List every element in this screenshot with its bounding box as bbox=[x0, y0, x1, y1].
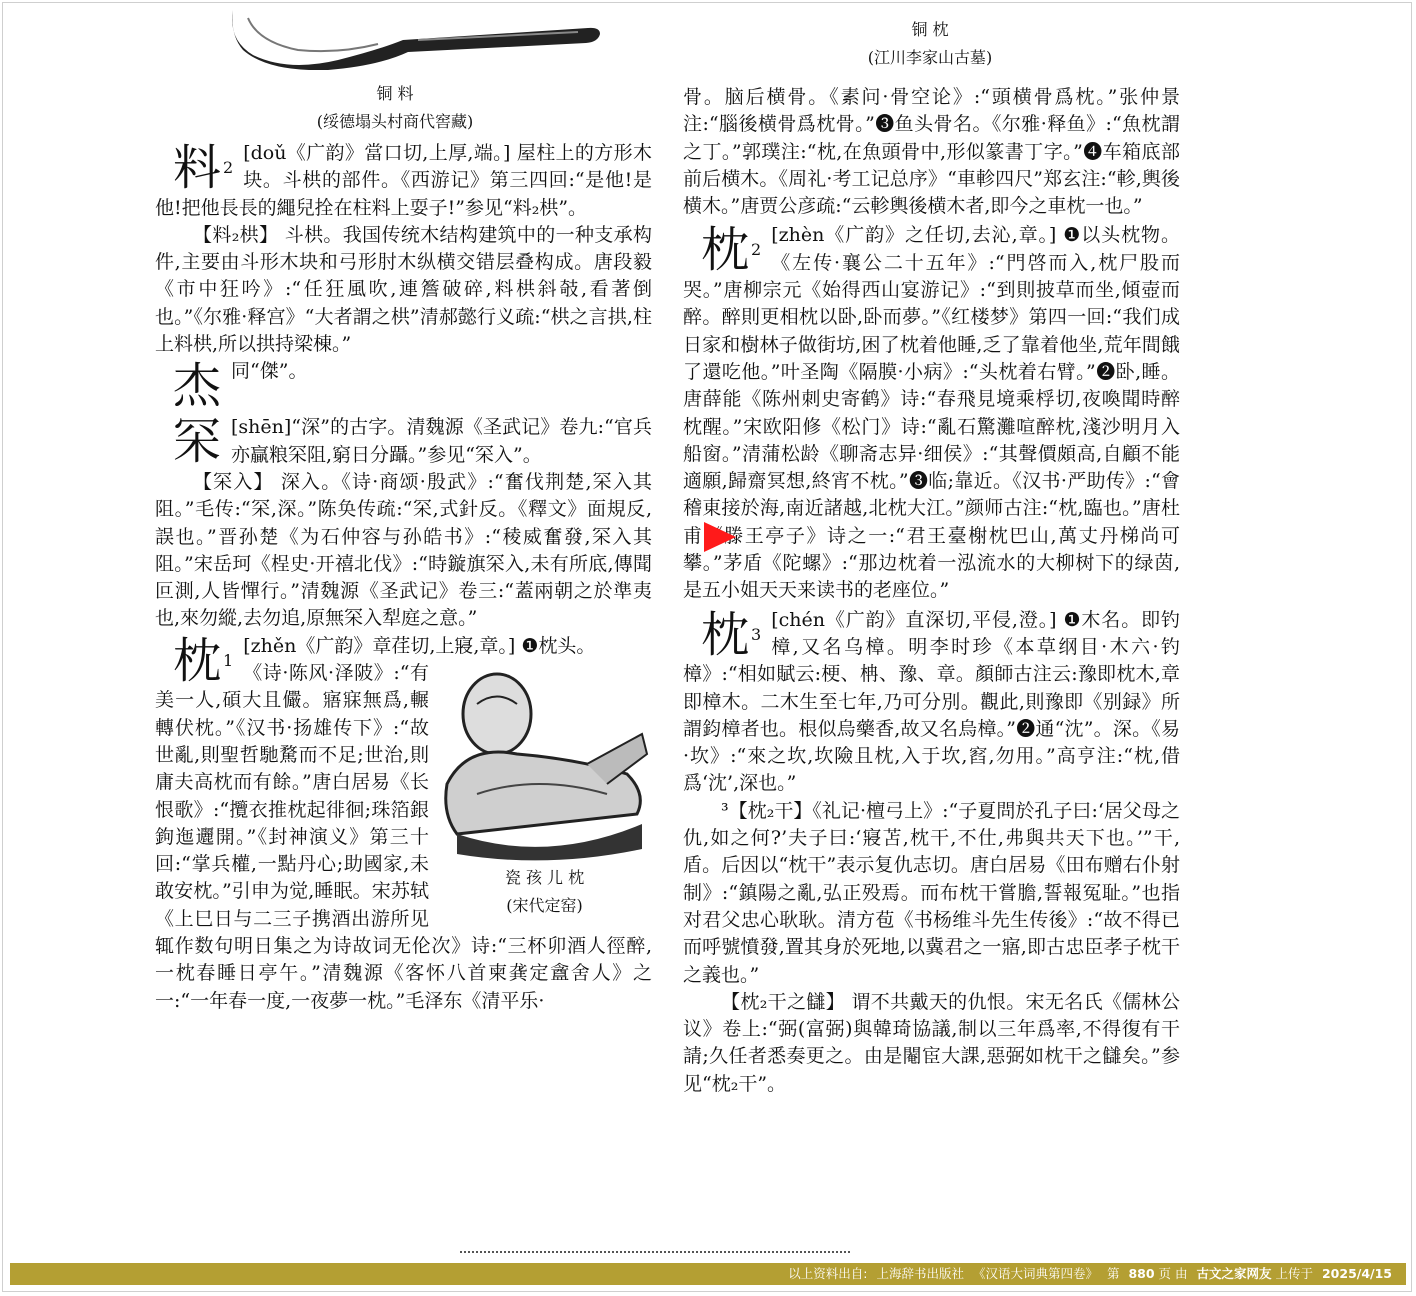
footer-prefix: 以上资料出自: bbox=[788, 1266, 868, 1281]
scan-noise-divider bbox=[460, 1243, 850, 1253]
headword: 枕 $^2$ bbox=[701, 222, 762, 279]
figure-source: (绥德塌头村商代窖藏) bbox=[316, 112, 474, 131]
source-footer-bar bbox=[10, 1263, 1406, 1285]
headword: 枕 $^3$ bbox=[701, 606, 762, 663]
left-column bbox=[155, 140, 652, 1015]
entry-zhen2 bbox=[683, 222, 1180, 604]
headword: 罙 bbox=[173, 414, 222, 471]
figure-caption-child-pillow bbox=[437, 864, 652, 920]
footer-page-label: 第 bbox=[1106, 1266, 1120, 1281]
entry-jie bbox=[155, 358, 652, 414]
footer-site: 古文之家网友 bbox=[1196, 1266, 1272, 1281]
footer-uploaded: 上传于 bbox=[1275, 1266, 1313, 1281]
headword: 杰 bbox=[173, 358, 222, 415]
figure-title: 铜 料 bbox=[376, 84, 414, 103]
headword: 料 $^2$ bbox=[173, 140, 234, 196]
sub-entry: 【料₂栱】 斗栱。我国传统木结构建筑中的一种支承构件,主要由斗形木块和弓形肘木纵横交错层叠构成。唐段毅《市中狂吟》:“任狂風吹,連簷破碎,料栱斜攲,看著倒也。”《尔雅·释宫》“大者謂之栱”清郝懿行义疏:“栱之言拱,柱上料栱,所以拱持梁棟。” bbox=[155, 223, 652, 356]
porcelain-child-pillow-image bbox=[437, 664, 652, 864]
zhen1-continued: 骨。脑后横骨。《素问·骨空论》:“頭横骨爲枕。”张仲景注:“腦後横骨爲枕骨。”❸鱼头骨名。《尔雅·释鱼》:“魚枕謂之丁。”郭璞注:“枕,在魚頭骨中,形似篆書丁字。”❹车箱底部前后横木。《周礼·考工记总序》“車軫四尺”郑玄注:“軫,輿後横木。”唐贾公彦疏:“云軫輿後横木者,即今之車枕一也。” bbox=[683, 86, 1180, 218]
sub-entry: 【枕₂干之讎】 谓不共戴天的仇恨。宋无名氏《儒林公议》卷上:“弼(富弼)與韓琦協議,制以三年爲率,不得復有干請;久任者悉奏更之。由是閹宦大課,惡弼如枕干之讎矣。”参见“枕₂干”。 bbox=[683, 990, 1180, 1095]
porcelain-child-pillow-figure bbox=[437, 664, 652, 914]
definition: [doǔ《广韵》當口切,上厚,端。] 屋柱上的方形木块。斗栱的部件。《西游记》第三四回:“是他!是他!把他長長的繩兒拴在柱料上耍子!”参见“料₂栱”。 bbox=[155, 142, 652, 219]
footer-page-number: 880 bbox=[1128, 1266, 1155, 1281]
definition-continued: 《诗·陈风·泽陂》:“有美一人,碩大且儼。寤寐無爲,輾轉伏枕。”《汉书·扬雄传下》:“故世亂,則聖哲馳騖而不足;世治,則庸夫高枕而有餘。”唐白居易《长恨歌》:“攬衣推枕起徘徊;珠箔銀鉤迤邐開。”《封神演义》第三十回:“掌兵權,一點丹心;助國家,未敢安枕。”引申为觉,睡眠。宋苏轼《上巳日与二三子携酒出游所见辄作数句明日集之为诗故词无伦次》诗:“三杯卯酒人徑醉,一枕春睡日亭午。”清魏源《客怀八首柬龚定盦舍人》之一:“一年春一度,一夜夢一枕。”毛泽东《清平乐· bbox=[155, 662, 652, 1012]
figure-source: (江川李家山古墓) bbox=[867, 48, 993, 67]
sub-entry: ³【枕₂干】《礼记·檀弓上》:“子夏問於孔子曰:‘居父母之仇,如之何?’夫子曰:‘寢苫,枕干,不仕,弗與共天下也。’”干,盾。后因以“枕干”表示复仇志切。唐白居易《田布赠右仆射制》:“鎮陽之亂,弘正殁焉。而布枕干嘗膽,誓報冤耻。”也指对君父忠心耿耿。清方苞《书杨维斗先生传後》:“故不得已而呼號憤發,置其身於死地,以冀君之一寤,即古忠臣孝子枕干之義也。” bbox=[683, 799, 1180, 986]
entry-shen bbox=[155, 414, 652, 469]
footer-date: 2025/4/15 bbox=[1321, 1266, 1392, 1281]
footer-publisher: 上海辞书出版社 bbox=[876, 1266, 964, 1281]
pointer-arrow-icon bbox=[704, 522, 736, 552]
sub-entry: 【罙入】 深入。《诗·商颂·殷武》:“奮伐荆楚,罙入其阻。”毛传:“罙,深。”陈奂传疏:“罙,式針反。《釋文》面規反,誤也。”晋孙楚《为石仲容与孙皓书》:“稜威奮發,罙入其阻。”宋岳珂《桯史·开禧北伐》:“時鏇旗罙入,未有所底,傳聞叵測,人皆憚行。”清魏源《圣武记》卷三:“蓋兩朝之於準夷也,來勿縱,去勿追,原無罙入犁庭之意。” bbox=[155, 470, 652, 630]
headword: 枕 $^1$ bbox=[173, 632, 234, 689]
bronze-ladle-image bbox=[228, 10, 628, 70]
entry-zhen3 bbox=[683, 607, 1180, 798]
footer-book: 《汉语大词典第四卷》 bbox=[972, 1266, 1098, 1281]
figure-source: (宋代定窑) bbox=[506, 896, 583, 916]
footer-page-suffix: 页 由 bbox=[1158, 1266, 1188, 1281]
definition: 同“傑”。 bbox=[231, 360, 308, 383]
definition: [shēn]“深”的古字。清魏源《圣武记》卷九:“官兵亦贏粮罙阻,窮日分躡。”参见“罙入”。 bbox=[231, 416, 652, 466]
figure-title: 瓷 孩 儿 枕 bbox=[504, 868, 585, 888]
definition: [zhèn《广韵》之任切,去沁,章。] ❶以头枕物。《左传·襄公二十五年》:“門啓而入,枕尸股而哭。”唐柳宗元《始得西山宴游记》:“到則披草而坐,傾壺而醉。醉則更相枕以卧,卧而夢。”《红楼梦》第四一回:“我们成日家和樹林子做街坊,困了枕着他睡,乏了靠着他坐,荒年間餓了還吃他。”叶圣陶《隔膜·小病》:“头枕着右臂。”❷卧,睡。唐薛能《陈州刺史寄鹤》诗:“春飛見境乘桴切,夜喚聞時醉枕醒。”宋欧阳修《松门》诗:“亂石驚灘喧醉枕,淺沙明月入船窗。”清蒲松龄《聊斋志异·细侯》:“其聲價頗高,自顧不能適願,歸齋冥想,終宵不枕。”❸临;靠近。《汉书·严助传》:“會稽東接於海,南近諸越,北枕大江。”颜师古注:“枕,臨也。”唐杜甫《滕王亭子》诗之一:“君王臺榭枕巴山,萬丈丹梯尚可攀。”茅盾《陀螺》:“那边枕着一泓流水的大柳树下的绿茵,是五小姐天天来读书的老座位。” bbox=[683, 224, 1180, 602]
figure-caption-ladle bbox=[295, 80, 495, 136]
figure-title: 铜 枕 bbox=[911, 20, 949, 39]
entry-zhen1 bbox=[155, 632, 652, 689]
right-column bbox=[683, 84, 1180, 1098]
definition: [chén《广韵》直深切,平侵,澄。] ❶木名。即钓樟,又名乌樟。明李时珍《本草纲目·木六·钓樟》:“相如賦云:梗、柟、豫、章。顏師古注云:豫即枕木,章即樟木。二木生至七年,乃可分別。觀此,則豫即《别録》所謂鈞樟者也。根似烏藥香,故又名烏樟。”❷通“沈”。深。《易·坎》:“來之坎,坎險且枕,入于坎,窞,勿用。”高亨注:“枕,借爲‘沈’,深也。” bbox=[683, 608, 1180, 795]
entry-liao bbox=[155, 140, 652, 222]
figure-caption-bronze-pillow bbox=[830, 16, 1030, 72]
definition: [zhěn《广韵》章荏切,上寢,章。] ❶枕头。 bbox=[243, 634, 596, 657]
